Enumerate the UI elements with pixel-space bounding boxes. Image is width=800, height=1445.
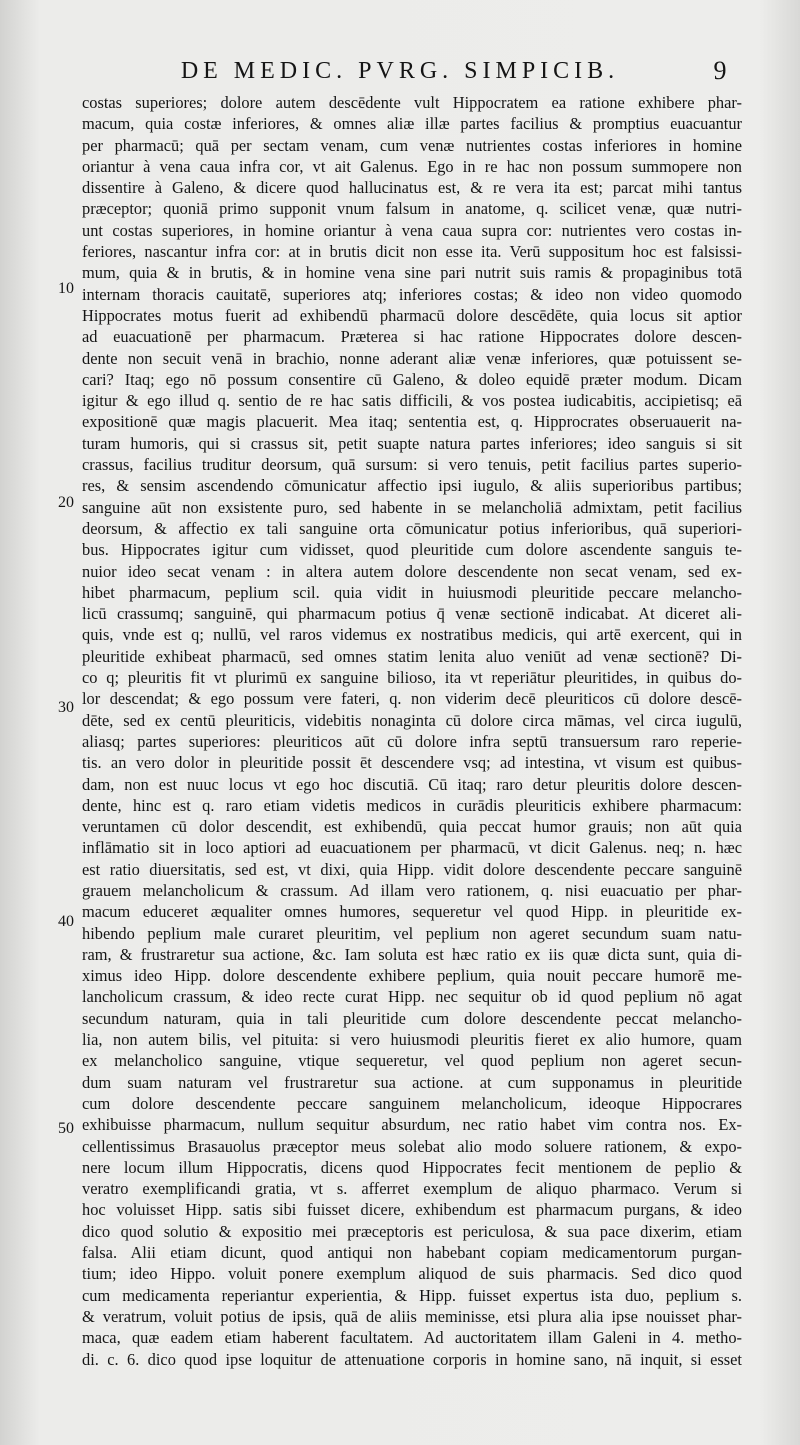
line-number-50: 50 — [58, 1120, 74, 1137]
text-line: cari? Itaq; ego nō possum consentire cū Galeno, & doleo equidē præter modum. Dicam — [82, 369, 742, 389]
line-number-30: 30 — [58, 699, 74, 716]
text-line: Hippocrates motus fuerit ad exhibendū pharmacū dolore descēdēte, quia locus sit aptior — [82, 305, 742, 325]
text-line: quis, vnde est q; nullū, vel raros videmus ex nostratibus medicis, qui artē exercent, qui in — [82, 625, 742, 645]
text-line: lia, non autem bilis, vel pituita: si vero huiusmodi pleuritis fieret ex alio humore, quam — [82, 1030, 742, 1050]
text-line: pleuritide exhibeat pharmacū, sed omnes statim lenita aluo veniūt ad venæ sectionē? Di- — [82, 646, 742, 666]
line-number-10: 10 — [58, 280, 74, 297]
text-line: ad euacuationē per pharmacum. Præterea si hac ratione Hippocrates dolore descen- — [82, 327, 742, 347]
text-line: dico quod solutio & expositio mei præceptoris est periculosa, & sua pace dixerim, etiam — [82, 1221, 742, 1241]
text-line: lor descendat; & ego possum vere fateri, q. non viderim decē pleuriticos cū dolore descē- — [82, 689, 742, 709]
text-line: costas superiores; dolore autem descēdente vult Hippocratem ea ratione exhibere phar- — [82, 93, 742, 112]
text-line: hibendo peplium male curaret pleuritim, vel peplium non ageret secundum suam natu- — [82, 923, 742, 943]
text-line: veruntamen cū dolor descendit, est exhibendū, quia peccat humor grauis; non aūt quia — [82, 817, 742, 837]
text-line: falsa. Alii etiam dicunt, quod antiqui non habebant copiam medicamentorum purgan- — [82, 1243, 742, 1263]
text-line: expositionē quæ magis placuerit. Mea itaq; sententia est, q. Hipprocrates obseruauerit na- — [82, 412, 742, 432]
text-line: tium; ideo Hippo. voluit ponere exemplum aliquod de suis pharmacis. Sed dico quod — [82, 1264, 742, 1284]
text-line: præceptor; quoniā primo supponit vnum falsum in anatome, q. scilicet venæ, quæ nutri- — [82, 199, 742, 219]
text-line: secundum naturam, quia in tali pleuritide cum dolore descendente peccat melancho- — [82, 1008, 742, 1028]
text-line: dum suam naturam vel frustraretur sua actione. at cum supponamus in pleuritide — [82, 1072, 742, 1092]
text-line: ximus ideo Hipp. dolore descendente exhibere peplium, quia nouit peccare humorē me- — [82, 966, 742, 986]
text-line: deorsum, & affectio ex tali sanguine orta cōmunicatur potius inferioribus, quā superiori- — [82, 518, 742, 538]
body-text — [82, 92, 742, 1382]
text-line: co q; pleuritis fit vt plurimū ex sanguine bilioso, ita vt reperiātur pleuritides, in quibus do- — [82, 668, 742, 688]
text-line: macum, quia costæ inferiores, & omnes aliæ illæ partes facilius & promptius euacuantur — [82, 114, 742, 134]
text-line: est ratio diuersitatis, sed est, vt dixi, quia Hipp. vidit dolore descendente peccare sanguinē — [82, 859, 742, 879]
text-line: macum educeret æqualiter omnes humores, sequeretur vel quod Hipp. in pleuritide ex- — [82, 902, 742, 922]
text-line: res, & sensim ascendendo cōmunicatur affectio ipsi iugulo, & aliis superioribus partibus; — [82, 476, 742, 496]
text-line: nere locum illum Hippocratis, dicens quod Hippocrates fecit mentionem de peplio & — [82, 1157, 742, 1177]
text-line: turam humoris, qui si crassus sit, petit suapte natura partes inferiores; ideo sanguis si sit — [82, 433, 742, 453]
text-line: hibet pharmacum, peplium scil. quia vidit in huiusmodi pleuritide peccare melancho- — [82, 582, 742, 602]
line-number-20: 20 — [58, 494, 74, 511]
text-line: igitur & ego illud q. sentio de re hac satis difficili, & vos postea iudicabitis, accipietisq; eā — [82, 391, 742, 411]
text-line: per pharmacū; quā per sectam venam, cum venæ nutrientes costas inferiores in homine — [82, 135, 742, 155]
text-line: sanguine aūt non exsistente puro, sed habente in se melancholiā admixtam, petit facilius — [82, 497, 742, 517]
text-line: hoc voluisset Hipp. satis sibi fuisset dicere, exhibendum est pharmacum purgans, & ideo — [82, 1200, 742, 1220]
text-line: dēte, sed ex centū pleuriticis, videbitis nonaginta cū dolore circa māmas, vel circa iugulū, — [82, 710, 742, 730]
text-line: ex melancholico sanguine, vtique sequeretur, vel quod peplium non ageret secun- — [82, 1051, 742, 1071]
running-title: DE MEDIC. PVRG. SIMPICIB. — [180, 58, 620, 84]
text-line: dente, hinc est q. raro etiam videtis medicos in curādis pleuriticis exhibere pharmacum: — [82, 795, 742, 815]
text-line: grauem melancholicum & crassum. Ad illam vero rationem, q. nisi euacuatio per phar- — [82, 880, 742, 900]
text-line: lancholicum crassum, & ideo recte curat Hipp. nec sequitur ob id quod peplium nō agat — [82, 987, 742, 1007]
text-line: ram, & frustraretur sua actione, &c. Iam soluta est hæc ratio ex iis quæ dicta sunt, quia di- — [82, 944, 742, 964]
text-line: di. c. 6. dico quod ipse loquitur de attenuatione corporis in homine sano, nā inquit, si esset — [82, 1349, 742, 1369]
text-line: oriantur à vena caua infra cor, vt ait Galenus. Ego in re hac non possum summopere non — [82, 156, 742, 176]
text-line: internam thoracis cauitatē, superiores atq; inferiores costas; & ideo non video quomodo — [82, 284, 742, 304]
text-line: bus. Hippocrates igitur cum vidisset, quod pleuritide cum dolore ascendente sanguis te- — [82, 540, 742, 560]
text-line: aliasq; partes superiores: pleuriticos aūt cū dolore infra septū transuersum raro reperie- — [82, 731, 742, 751]
text-line: licū crassumq; sanguinē, qui pharmacum potius q̄ venæ sectionē indicabat. At diceret ali- — [82, 604, 742, 624]
text-line: crassus, facilius truditur deorsum, quā sursum: si vero tenuis, petit facilius partes superio- — [82, 455, 742, 475]
text-line: cum dolore descendente peccare sanguinem melancholicum, ideoque Hippocrares — [82, 1093, 742, 1113]
text-line: unt costas superiores, in homine oriantur à vena caua supra cor: nutrientes vero costas in- — [82, 220, 742, 240]
text-line: dissentire à Galeno, & dicere quod hallucinatus est, & re vera ita est; parcat mihi tantus — [82, 178, 742, 198]
line-number-40: 40 — [58, 913, 74, 930]
text-line: dente non secuit venā in brachio, nonne aderant aliæ venæ inferiores, quæ potuissent se- — [82, 348, 742, 368]
text-line: nuior ideo secat venam : in altera autem dolore descendente non secat venam, sed ex- — [82, 561, 742, 581]
text-line: mum, quia & in brutis, & in homine vena sine pari nutrit suis ramis & propaginibus totā — [82, 263, 742, 283]
text-line: exhibuisse pharmacum, nullum sequitur absurdum, nec ratio habet vim contra nos. Ex- — [82, 1115, 742, 1135]
text-line: inflāmatio sit in loco aptiori ad euacuationem per pharmacū, vt dicit Galenus. neq; n. hæc — [82, 838, 742, 858]
text-line: & veratrum, voluit potius de ipsis, quā de aliis meminisse, etsi plura alia ipse nouisset phar- — [82, 1306, 742, 1326]
text-line: feriores, nascantur infra cor: at in brutis dicit non esse ita. Verū suppositum hoc est falsissi- — [82, 242, 742, 262]
text-line: tis. an vero dolor in pleuritide possit ēt descendere vsq; ad intestina, vt visum est quibus- — [82, 753, 742, 773]
page-number: 9 — [713, 56, 727, 85]
text-line: cum medicamenta reperiantur experientia, & Hipp. fuisset expertus ista duo, peplium s. — [82, 1285, 742, 1305]
text-line: cellentissimus Brasauolus præceptor meus solebat alio modo soluere rationem, & expo- — [82, 1136, 742, 1156]
text-line: maca, quæ eadem etiam haberent facultatem. Ad auctoritatem illam Galeni in 4. metho- — [82, 1328, 742, 1348]
text-line: veratro exemplificandi gratia, vt s. afferret exemplum de aliquo pharmaco. Verum si — [82, 1179, 742, 1199]
text-line: dam, non est nuuc locus vt ego hoc discutiā. Cū itaq; raro detur pleuritis dolore descen- — [82, 774, 742, 794]
